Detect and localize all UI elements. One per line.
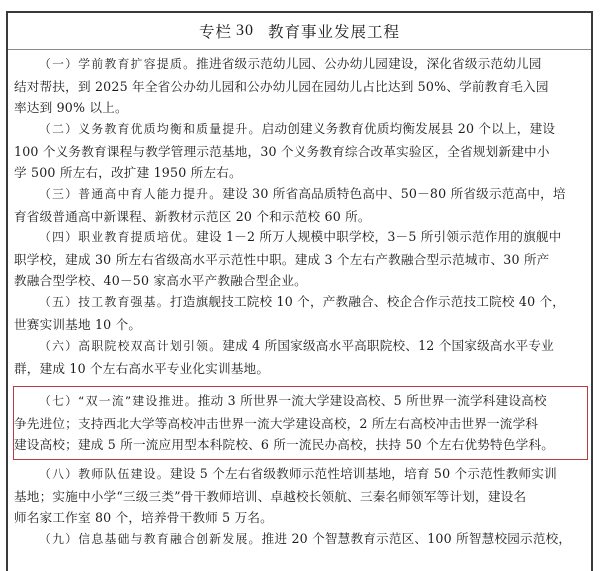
section-text: 建设 30 所省高品质特色高中、50－80 所省级示范高中，培: [222, 186, 566, 201]
section-6: [14, 335, 586, 379]
section-text: 启动创建义务教育优质均衡发展县 20 个以上，建设: [261, 121, 556, 136]
section-text: 育省级普通高中新课程、新教材示范区 20 个和示范校 60 所。: [14, 208, 371, 224]
section-heading: （四）职业教育提质培优。: [39, 230, 197, 244]
section-3: [14, 183, 586, 227]
section-text: 争先进位；支持西北大学等高校冲击世界一流大学建设高校，2 所左右高校冲击世界一流学科: [14, 415, 539, 431]
section-text: 群，建成 10 个左右高水平专业化实训基地。: [14, 360, 270, 376]
section-text: 教融合型学校、40－50 家高水平产教融合型企业。: [14, 273, 307, 288]
panel-title-number: 30: [236, 22, 254, 39]
panel-title-text: 教育事业发展工程: [268, 23, 401, 41]
section-text: 学 500 所左右，改扩建 1950 所左右。: [14, 165, 242, 180]
section-heading: （八）教师队伍建设。: [39, 467, 170, 481]
section-heading: （七）“双一流”建设推进。: [39, 394, 198, 408]
section-1: [14, 53, 586, 119]
section-4: [14, 226, 586, 292]
section-text: 职学校，建成 30 所左右省级高水平示范性中职。建成 3 个左右产教融合型示范城市、30 所产: [14, 251, 550, 267]
section-text: 打造旗舰技工院校 10 个，产教融合、校企合作示范技工院校 40 个，: [169, 294, 566, 309]
panel-header: [8, 13, 591, 50]
section-text: 率达到 90% 以上。: [14, 100, 128, 115]
section-text: 建成 4 所国家级高水平高职院校、12 个国家级高水平专业: [222, 338, 554, 353]
section-text: 世赛实训基地 10 个。: [14, 316, 142, 332]
section-text: 基地；实施中小学“三级三类”骨干教师培训、卓越校长领航、三秦名师领军等计划，建设名: [14, 488, 527, 504]
section-heading: （一）学前教育扩容提质。: [39, 57, 197, 71]
section-7-highlighted: [14, 390, 586, 456]
column-panel: [6, 11, 593, 571]
section-5: [14, 291, 586, 335]
section-text: 师名家工作室 80 个，培养骨干教师 5 万名。: [14, 510, 273, 525]
section-9: [14, 528, 586, 551]
section-text: 建设 1－2 所万人规模中职学校，3－5 所引领示范作用的旗舰中: [196, 229, 562, 244]
section-text: 推动 3 所世界一流大学建设高校、5 所世界一流学科建设高校: [197, 393, 547, 408]
panel-title-prefix: 专栏: [198, 23, 232, 41]
section-heading: （九）信息基础与教育融合创新发展。: [39, 532, 262, 546]
section-heading: （二）义务教育优质均衡和质量提升。: [39, 122, 262, 136]
section-text: 100 个义务教育课程与教学管理示范基地，30 个义务教育综合改革实验区，全省规划新建中小: [14, 143, 550, 159]
section-heading: （三）普通高中育人能力提升。: [39, 187, 223, 201]
section-text: 建设高校；建成 5 所一流应用型本科院校、6 所一流民办高校，扶持 50 个左右优势特色学科。: [14, 437, 555, 452]
section-text: 推进 20 个智慧教育示范区、100 所智慧校园示范校，: [261, 531, 572, 546]
section-heading: （六）高职院校双高计划引领。: [39, 339, 223, 353]
section-heading: （五）技工教育强基。: [39, 295, 170, 309]
section-2: [14, 118, 586, 184]
section-text: 建设 5 个左右省级教师示范性培训基地，培育 50 个示范性教师实训: [169, 466, 557, 481]
section-text: 推进省级示范幼儿园、公办幼儿园建设，深化省级示范幼儿园: [196, 56, 542, 71]
section-text: 结对帮扶，到 2025 年全省公办幼儿园和公办幼儿园在园幼儿占比达到 50%、学前教育毛入园: [14, 78, 549, 94]
section-8: [14, 463, 586, 529]
